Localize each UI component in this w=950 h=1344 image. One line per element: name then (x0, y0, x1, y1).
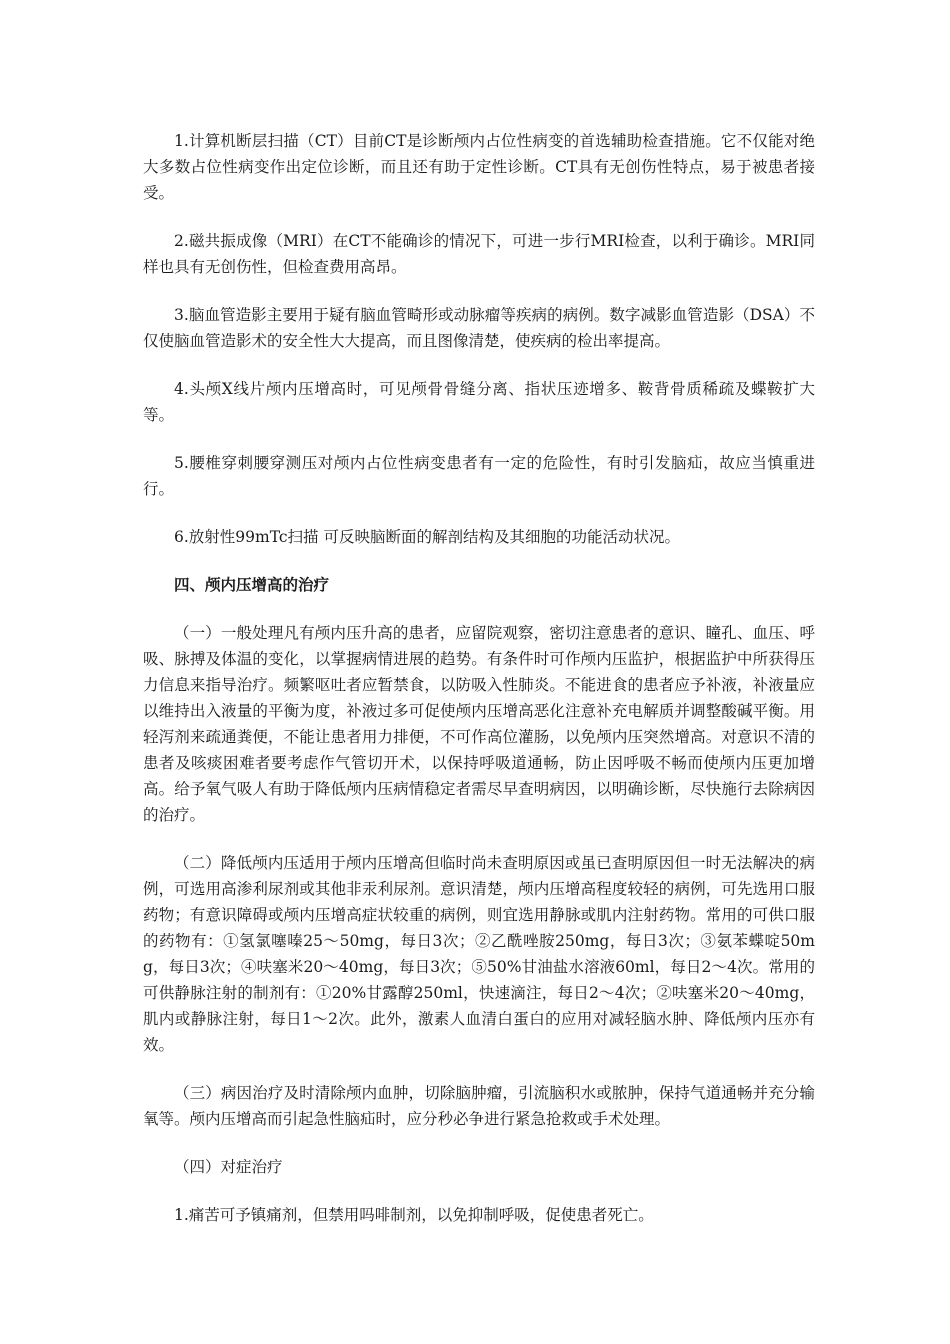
paragraph-mri: 2.磁共振成像（MRI）在CT不能确诊的情况下，可进一步行MRI检查，以利于确诊。MRI同样也具有无创伤性，但检查费用高昂。 (143, 232, 815, 276)
paragraph-etiologic-treatment: （三）病因治疗及时清除颅内血肿，切除脑肿瘤，引流脑积水或脓肿，保持气道通畅并充分输氧等。颅内压增高而引起急性脑疝时，应分秒必争进行紧急抢救或手术处理。 (143, 1084, 815, 1128)
document-page (143, 128, 815, 1228)
paragraph-lumbar-puncture: 5.腰椎穿刺腰穿测压对颅内占位性病变患者有一定的危险性，有时引发脑疝，故应当慎重进行。 (143, 454, 815, 498)
paragraph-general-management: （一）一般处理凡有颅内压升高的患者，应留院观察，密切注意患者的意识、瞳孔、血压、呼吸、脉搏及体温的变化，以掌握病情进展的趋势。有条件时可作颅内压监护，根据监护中所获得压力信息来指导治疗。频繁呕吐者应暂禁食，以防吸入性肺炎。不能进食的患者应予补液，补液量应以维持出入液量的平衡为度，补液过多可促使颅内压增高恶化注意补充电解质并调整酸碱平衡。用轻泻剂来疏通粪便，不能让患者用力排便，不可作高位灌肠，以免颅内压突然增高。对意识不清的患者及咳痰困难者要考虑作气管切开术，以保持呼吸道通畅，防止因呼吸不畅而使颅内压更加增高。给予氧气吸人有助于降低颅内压病情稳定者需尽早查明病因，以明确诊断，尽快施行去除病因的治疗。 (143, 624, 815, 824)
paragraph-analgesia: 1.痛苦可予镇痛剂，但禁用吗啡制剂，以免抑制呼吸，促使患者死亡。 (174, 1206, 654, 1224)
paragraph-ct: 1.计算机断层扫描（CT）目前CT是诊断颅内占位性病变的首选辅助检查措施。它不仅能对绝大多数占位性病变作出定位诊断，而且还有助于定性诊断。CT具有无创伤性特点，易于被患者接受。 (143, 132, 815, 202)
paragraph-radionuclide-scan: 6.放射性99mTc扫描 可反映脑断面的解剖结构及其细胞的功能活动状况。 (174, 528, 680, 546)
paragraph-symptomatic-heading: （四）对症治疗 (174, 1158, 283, 1176)
paragraph-lower-icp: （二）降低颅内压适用于颅内压增高但临时尚未查明原因或虽已查明原因但一时无法解决的病例，可选用高渗利尿剂或其他非汞利尿剂。意识清楚，颅内压增高程度较轻的病例，可先选用口服药物；有意识障碍或颅内压增高症状较重的病例，则宜选用静脉或肌内注射药物。常用的可供口服的药物有：①氢氯噻嗪25～50mg，每日3次；②乙酰唑胺250mg，每日3次；③氨苯蝶啶50mg，每日3次；④呋塞米20～40mg，每日3次；⑤50%甘油盐水溶液60ml，每日2～4次。常用的可供静脉注射的制剂有：①20%甘露醇250ml，快速滴注，每日2～4次；②呋塞米20～40mg，肌内或静脉注射，每日1～2次。此外，激素人血清白蛋白的应用对减轻脑水肿、降低颅内压亦有效。 (143, 854, 815, 1054)
section-heading: 四、颅内压增高的治疗 (174, 576, 330, 594)
paragraph-angiography: 3.脑血管造影主要用于疑有脑血管畸形或动脉瘤等疾病的病例。数字减影血管造影（DSA）不仅使脑血管造影术的安全性大大提高，而且图像清楚，使疾病的检出率提高。 (143, 306, 815, 350)
paragraph-xray: 4.头颅X线片颅内压增高时，可见颅骨骨缝分离、指状压迹增多、鞍背骨质稀疏及蝶鞍扩大等。 (143, 380, 815, 424)
